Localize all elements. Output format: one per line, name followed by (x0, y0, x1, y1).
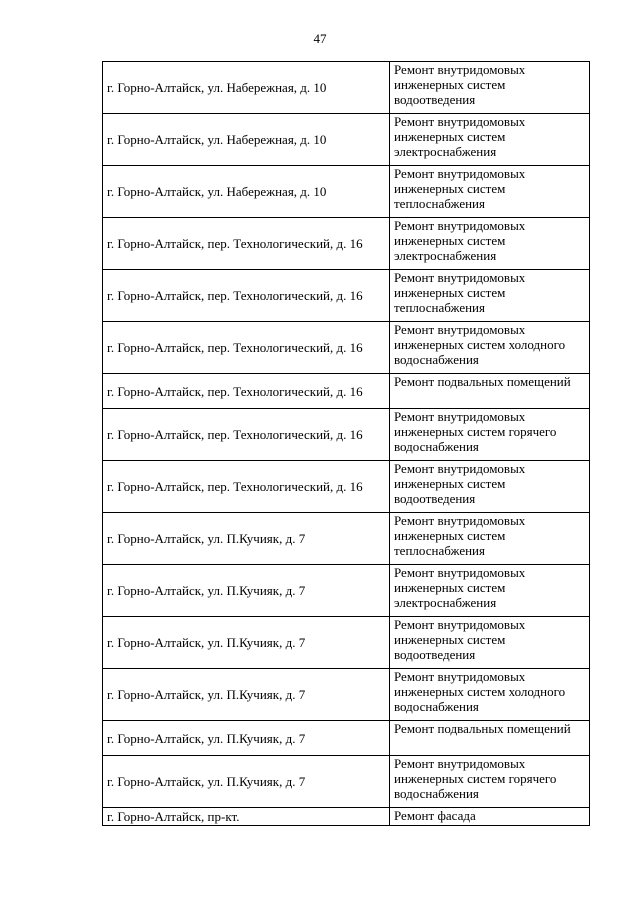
address-cell: г. Горно-Алтайск, пер. Технологический, д. 16 (103, 322, 390, 374)
address-cell: г. Горно-Алтайск, пр-кт. (103, 808, 390, 826)
address-cell: г. Горно-Алтайск, ул. П.Кучияк, д. 7 (103, 669, 390, 721)
address-cell: г. Горно-Алтайск, ул. П.Кучияк, д. 7 (103, 513, 390, 565)
table-row (103, 409, 590, 461)
table-row (103, 808, 590, 826)
address-cell: г. Горно-Алтайск, ул. Набережная, д. 10 (103, 166, 390, 218)
table-row (103, 565, 590, 617)
table-row (103, 218, 590, 270)
address-cell: г. Горно-Алтайск, пер. Технологический, д. 16 (103, 218, 390, 270)
work-cell: Ремонт подвальных помещений (390, 721, 590, 756)
work-cell: Ремонт внутридомовых инженерных систем горячего водоснабжения (390, 756, 590, 808)
address-cell: г. Горно-Алтайск, пер. Технологический, д. 16 (103, 270, 390, 322)
address-cell: г. Горно-Алтайск, пер. Технологический, д. 16 (103, 374, 390, 409)
table-row (103, 461, 590, 513)
work-cell: Ремонт внутридомовых инженерных систем горячего водоснабжения (390, 409, 590, 461)
table-row (103, 62, 590, 114)
work-cell: Ремонт подвальных помещений (390, 374, 590, 409)
repair-table (102, 61, 590, 826)
address-cell: г. Горно-Алтайск, ул. П.Кучияк, д. 7 (103, 756, 390, 808)
table-row (103, 617, 590, 669)
table-row (103, 374, 590, 409)
work-cell: Ремонт внутридомовых инженерных систем водоотведения (390, 461, 590, 513)
work-cell: Ремонт внутридомовых инженерных систем водоотведения (390, 617, 590, 669)
page-number: 47 (313, 31, 327, 46)
table-row (103, 513, 590, 565)
table-row (103, 669, 590, 721)
work-cell: Ремонт фасада (390, 808, 590, 826)
address-cell: г. Горно-Алтайск, ул. Набережная, д. 10 (103, 114, 390, 166)
address-cell: г. Горно-Алтайск, ул. Набережная, д. 10 (103, 62, 390, 114)
work-cell: Ремонт внутридомовых инженерных систем теплоснабжения (390, 513, 590, 565)
address-cell: г. Горно-Алтайск, пер. Технологический, д. 16 (103, 461, 390, 513)
address-cell: г. Горно-Алтайск, ул. П.Кучияк, д. 7 (103, 565, 390, 617)
work-cell: Ремонт внутридомовых инженерных систем теплоснабжения (390, 166, 590, 218)
table-row (103, 756, 590, 808)
work-cell: Ремонт внутридомовых инженерных систем теплоснабжения (390, 270, 590, 322)
work-cell: Ремонт внутридомовых инженерных систем холодного водоснабжения (390, 322, 590, 374)
address-cell: г. Горно-Алтайск, ул. П.Кучияк, д. 7 (103, 721, 390, 756)
address-cell: г. Горно-Алтайск, пер. Технологический, д. 16 (103, 409, 390, 461)
work-cell: Ремонт внутридомовых инженерных систем водоотведения (390, 62, 590, 114)
table-row (103, 721, 590, 756)
address-cell: г. Горно-Алтайск, ул. П.Кучияк, д. 7 (103, 617, 390, 669)
table-row (103, 270, 590, 322)
work-cell: Ремонт внутридомовых инженерных систем электроснабжения (390, 114, 590, 166)
table-row (103, 114, 590, 166)
work-cell: Ремонт внутридомовых инженерных систем электроснабжения (390, 565, 590, 617)
work-cell: Ремонт внутридомовых инженерных систем электроснабжения (390, 218, 590, 270)
table-row (103, 166, 590, 218)
work-cell: Ремонт внутридомовых инженерных систем холодного водоснабжения (390, 669, 590, 721)
table-row (103, 322, 590, 374)
